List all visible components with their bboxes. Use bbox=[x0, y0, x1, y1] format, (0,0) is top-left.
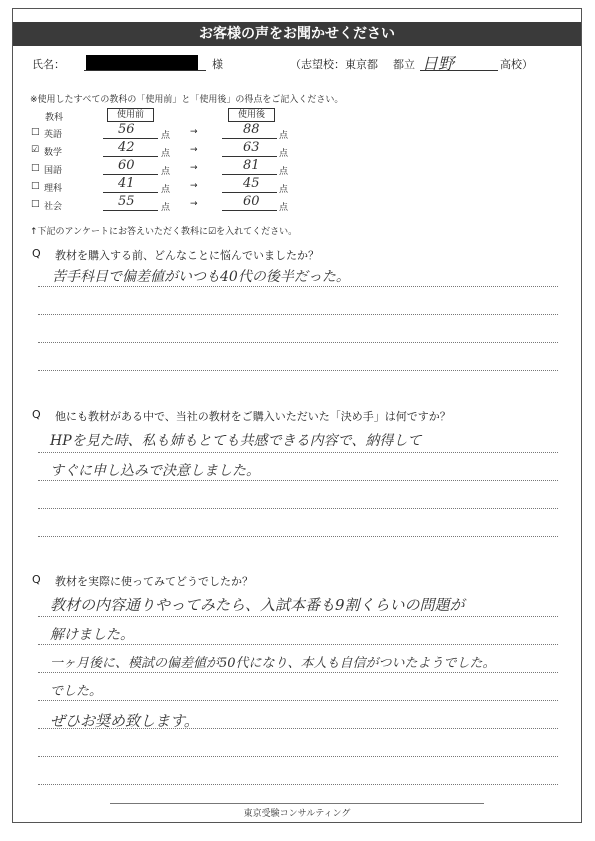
score-after-2: 81 bbox=[243, 158, 260, 173]
q2-answer-1: HPを見た時、私も姉もとても共感できる内容で、納得して bbox=[50, 433, 422, 449]
answer-line-1-1 bbox=[38, 480, 558, 481]
subject-checkbox-2: □ bbox=[31, 163, 40, 173]
score-before-underline-2 bbox=[103, 174, 158, 175]
school-underline bbox=[420, 70, 498, 71]
survey-title: お客様の声をお聞かせください bbox=[13, 22, 581, 46]
q2-marker: Q bbox=[32, 408, 41, 421]
q2-answer-2: すぐに申し込みで決意しました。 bbox=[50, 463, 260, 479]
answer-line-2-1 bbox=[38, 644, 558, 645]
school-type: 都立 bbox=[393, 58, 415, 71]
score-after-0: 88 bbox=[243, 122, 260, 137]
score-before-underline-4 bbox=[103, 210, 158, 211]
score-instruction: ※使用したすべての教科の「使用前」と「使用後」の得点をご記入ください。 bbox=[30, 95, 344, 105]
q3-answer-2: 解けました。 bbox=[50, 627, 134, 643]
unit-before-3: 点 bbox=[161, 185, 171, 195]
answer-line-0-2 bbox=[38, 342, 558, 343]
score-before-0: 56 bbox=[118, 122, 135, 137]
arrow-2: → bbox=[190, 163, 198, 173]
unit-before-0: 点 bbox=[161, 131, 171, 141]
answer-line-0-1 bbox=[38, 314, 558, 315]
unit-after-4: 点 bbox=[279, 203, 289, 213]
score-before-underline-1 bbox=[103, 156, 158, 157]
school-prefix: （志望校：東京都 bbox=[290, 58, 378, 71]
score-before-1: 42 bbox=[118, 140, 135, 155]
score-after-underline-2 bbox=[222, 174, 277, 175]
unit-after-2: 点 bbox=[279, 167, 289, 177]
score-before-2: 60 bbox=[118, 158, 135, 173]
unit-after-1: 点 bbox=[279, 149, 289, 159]
score-after-1: 63 bbox=[243, 140, 260, 155]
score-after-underline-1 bbox=[222, 156, 277, 157]
col-after: 使用後 bbox=[228, 108, 275, 122]
subject-checkbox-1: ☑ bbox=[31, 145, 40, 155]
answer-line-1-3 bbox=[38, 536, 558, 537]
col-subject: 教科 bbox=[45, 113, 64, 123]
q3-text: 教材を実際に使ってみてどうでしたか？ bbox=[55, 575, 253, 588]
score-before-underline-3 bbox=[103, 192, 158, 193]
arrow-0: → bbox=[190, 127, 198, 137]
subject-checkbox-4: □ bbox=[31, 199, 40, 209]
q3-answer-1: 教材の内容通りやってみたら、入試本番も9割くらいの問題が bbox=[50, 596, 465, 614]
checkbox-note: ↑下記のアンケートにお答えいただく教科に☑を入れてください。 bbox=[30, 227, 298, 237]
footer-divider bbox=[110, 803, 484, 804]
q1-answer-1: 苦手科目で偏差値がいつも40代の後半だった。 bbox=[52, 269, 350, 285]
arrow-3: → bbox=[190, 181, 198, 191]
q2-text: 他にも教材がある中で、当社の教材をご購入いただいた「決め手」は何ですか？ bbox=[55, 410, 451, 423]
q1-text: 教材を購入する前、どんなことに悩んでいましたか？ bbox=[55, 249, 319, 262]
subject-checkbox-3: □ bbox=[31, 181, 40, 191]
unit-before-1: 点 bbox=[161, 149, 171, 159]
answer-line-2-5 bbox=[38, 756, 558, 757]
answer-line-1-0 bbox=[38, 452, 558, 453]
q3-answer-4: でした。 bbox=[50, 684, 103, 699]
score-before-underline-0 bbox=[103, 138, 158, 139]
answer-line-2-2 bbox=[38, 672, 558, 673]
school-name: 日野 bbox=[422, 54, 455, 73]
unit-after-3: 点 bbox=[279, 185, 289, 195]
answer-line-2-6 bbox=[38, 784, 558, 785]
redacted-name bbox=[86, 55, 198, 71]
name-suffix: 様 bbox=[212, 58, 223, 71]
score-before-3: 41 bbox=[118, 176, 135, 191]
q3-marker: Q bbox=[32, 573, 41, 586]
subject-name-2: 国語 bbox=[44, 166, 63, 176]
subject-checkbox-0: □ bbox=[31, 127, 40, 137]
unit-before-2: 点 bbox=[161, 167, 171, 177]
q1-marker: Q bbox=[32, 247, 41, 260]
unit-before-4: 点 bbox=[161, 203, 171, 213]
col-before: 使用前 bbox=[107, 108, 154, 122]
score-after-underline-4 bbox=[222, 210, 277, 211]
score-before-4: 55 bbox=[118, 194, 135, 209]
unit-after-0: 点 bbox=[279, 131, 289, 141]
subject-name-1: 数学 bbox=[44, 148, 63, 158]
arrow-4: → bbox=[190, 199, 198, 209]
answer-line-0-3 bbox=[38, 370, 558, 371]
arrow-1: → bbox=[190, 145, 198, 155]
school-suffix: 高校） bbox=[500, 58, 533, 71]
name-underline bbox=[84, 70, 206, 71]
subject-name-3: 理科 bbox=[44, 184, 63, 194]
name-label: 氏名： bbox=[32, 58, 65, 71]
footer-company: 東京受験コンサルティング bbox=[243, 809, 351, 819]
subject-name-0: 英語 bbox=[44, 130, 63, 140]
score-after-underline-3 bbox=[222, 192, 277, 193]
score-after-underline-0 bbox=[222, 138, 277, 139]
answer-line-2-0 bbox=[38, 616, 558, 617]
answer-line-2-3 bbox=[38, 700, 558, 701]
subject-name-4: 社会 bbox=[44, 202, 63, 212]
answer-line-0-0 bbox=[38, 286, 558, 287]
score-after-3: 45 bbox=[243, 176, 260, 191]
q3-answer-3: 一ヶ月後に、模試の偏差値が50代になり、本人も自信がついたようでした。 bbox=[50, 656, 496, 671]
answer-line-1-2 bbox=[38, 508, 558, 509]
q3-answer-5: ぜひお奨め致します。 bbox=[50, 712, 199, 730]
score-after-4: 60 bbox=[243, 194, 260, 209]
